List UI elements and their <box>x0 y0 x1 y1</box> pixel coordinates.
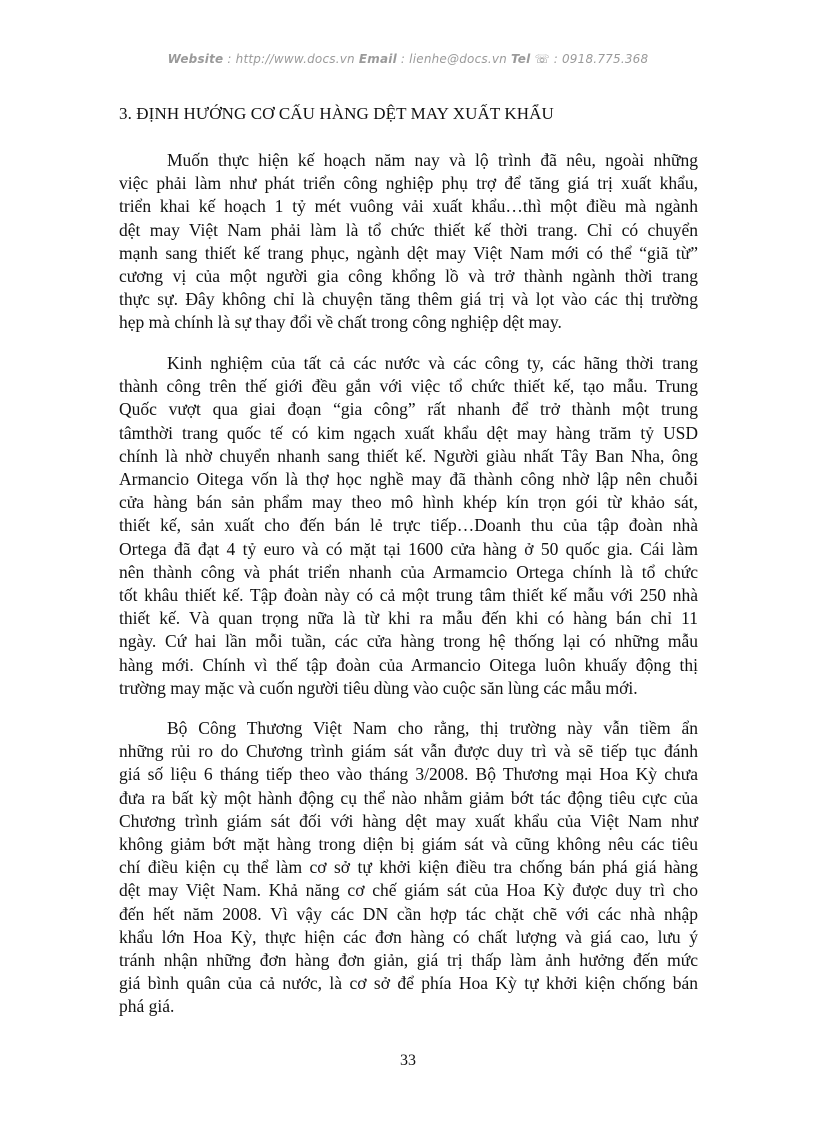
email-value: : lienhe@docs.vn <box>396 52 511 66</box>
paragraph-line: chí điều kiện cụ thể làm cơ sở tự khởi kiện điều tra chống bán phá giá hàng <box>119 857 698 878</box>
phone-icon: ☏ <box>534 52 550 66</box>
paragraph-line: trường may mặc và cuốn người tiêu dùng vào cuộc săn lùng các mẫu mới. <box>119 677 638 698</box>
paragraph-line: dệt may Việt Nam. Khả năng cơ chế giám sát của Hoa Kỳ được duy trì cho <box>119 880 698 901</box>
paragraph-line: Bộ Công Thương Việt Nam cho rằng, thị trường này vẫn tiềm ẩn <box>167 718 698 738</box>
paragraph-line: thiết kế, sản xuất cho đến bán lẻ trực tiếp…Doanh thu của tập đoàn nhà <box>119 515 698 536</box>
paragraph-line: cửa hàng bán sản phẩm may theo mô hình khép kín trọn gói từ khảo sát, <box>119 492 698 513</box>
paragraph-line: chính là nhờ chuyển nhanh sang thiết kế. Người giàu nhất Tây Ban Nha, ông <box>119 445 698 466</box>
paragraph-line: ngày. Cứ hai lần mỗi tuần, các cửa hàng trong hệ thống lại có những mẫu <box>119 631 698 652</box>
paragraph-line: Ortega đã đạt 4 tỷ euro và có mặt tại 1600 cửa hàng ở 50 quốc gia. Cái làm <box>119 538 698 559</box>
paragraph-line: tâmthời trang quốc tế có kim ngạch xuất khẩu dệt may hàng trăm tỷ USD <box>119 422 698 443</box>
paragraph-line: thiết kế. Và quan trọng nữa là từ khi ra mẫu đến khi có hàng bán chỉ 11 <box>119 608 698 629</box>
paragraph-1 <box>119 149 698 335</box>
paragraph-line: cương vị của một người gia công khổng lồ và trở thành ngành thời trang <box>119 266 698 287</box>
website-value: : http://www.docs.vn <box>223 52 359 66</box>
paragraph-line: Muốn thực hiện kế hoạch năm nay và lộ trình đã nêu, ngoài những <box>167 150 698 170</box>
paragraph-line: Chương trình giám sát đối với hàng dệt may xuất khẩu của Việt Nam như <box>119 810 698 831</box>
paragraph-line: tốt khâu thiết kế. Tập đoàn này có cả một trung tâm thiết kế mẫu với 250 nhà <box>119 585 698 606</box>
paragraph-line: không giảm bớt mặt hàng trong diện bị giám sát và cũng không nêu các tiêu <box>119 834 698 855</box>
page-header <box>0 52 816 66</box>
paragraph-line: mạnh sang thiết kế trang phục, ngành dệt may Việt Nam mới có thể “giã từ” <box>119 242 698 263</box>
paragraph-line: phá giá. <box>119 996 175 1017</box>
section-title: 3. ĐỊNH HƯỚNG CƠ CẤU HÀNG DỆT MAY XUẤT KHẨU <box>119 104 554 123</box>
paragraph-line: thực sự. Đây không chỉ là chuyện tăng thêm giá trị và lọt vào các thị trường <box>119 289 698 310</box>
paragraph-line: tránh nhận những đơn hàng đơn giản, giá trị thấp làm ảnh hưởng đến mức <box>119 950 698 971</box>
paragraph-line: những rủi ro do Chương trình giám sát vẫn được duy trì và sẽ tiếp tục đánh <box>119 741 698 762</box>
paragraph-3 <box>119 717 698 1019</box>
email-label: Email <box>358 52 397 66</box>
tel-label: Tel <box>510 52 531 66</box>
paragraph-line: giá bình quân của cả nước, là cơ sở để phía Hoa Kỳ tự khởi kiện chống bán <box>119 973 698 994</box>
paragraph-2 <box>119 352 698 700</box>
paragraph-line: giá số liệu 6 tháng tiếp theo vào tháng 3/2008. Bộ Thương mại Hoa Kỳ chưa <box>119 764 698 785</box>
paragraph-line: triển khai kế hoạch 1 tỷ mét vuông vải xuất khẩu…thì một điều mà ngành <box>119 196 698 217</box>
paragraph-line: đến hết năm 2008. Vì vậy các DN cần hợp tác chặt chẽ với các nhà nhập <box>119 903 698 924</box>
website-label: Website <box>167 52 224 66</box>
paragraph-line: Quốc vượt qua giai đoạn “gia công” rất nhanh để trở thành một trung <box>119 399 698 420</box>
paragraph-line: đưa ra bất kỳ một hành động cụ thể nào nhằm giảm bớt tác động tiêu cực của <box>119 787 698 808</box>
paragraph-line: hẹp mà chính là sự thay đổi về chất trong công nghiệp dệt may. <box>119 312 562 333</box>
tel-value: : 0918.775.368 <box>549 52 649 66</box>
paragraph-line: việc phải làm như phát triển công nghiệp phụ trợ để tăng giá trị xuất khẩu, <box>119 173 698 194</box>
paragraph-line: hàng mới. Chính vì thế tập đoàn của Armancio Oitega luôn khuấy động thị <box>119 654 698 675</box>
paragraph-line: Kinh nghiệm của tất cả các nước và các công ty, các hãng thời trang <box>167 353 698 373</box>
paragraph-line: Armancio Oitega vốn là thợ học nghề may đã thành công nhờ lập nên chuỗi <box>119 469 698 490</box>
paragraph-line: dệt may Việt Nam phải làm là tổ chức thiết kế thời trang. Chỉ có chuyển <box>119 219 698 240</box>
paragraph-line: thành công trên thế giới đều gắn với việc tổ chức thiết kế, tạo mẫu. Trung <box>119 376 698 397</box>
paragraph-line: nên thành công và phát triển nhanh của Armamcio Ortega chính là tổ chức <box>119 561 698 582</box>
paragraph-line: khẩu lớn Hoa Kỳ, thực hiện các đơn hàng có chất lượng và giá cao, lưu ý <box>119 926 698 947</box>
page-number: 33 <box>400 1052 416 1069</box>
